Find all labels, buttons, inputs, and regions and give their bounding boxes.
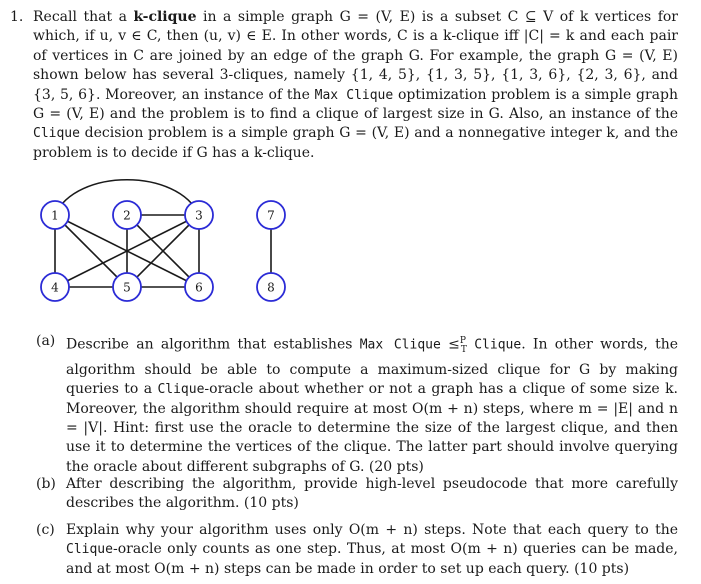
part-a-sub: T <box>460 345 467 356</box>
graph-node-label: 1 <box>51 208 59 223</box>
part-c <box>36 521 678 579</box>
graph-node-label: 7 <box>267 208 275 223</box>
part-a-text <box>66 332 678 477</box>
part-c-segment: Explain why your algorithm uses only O(m + n) steps. Note that each query to the <box>66 522 678 538</box>
graph-node-label: 4 <box>51 280 59 295</box>
intro-text: in a simple graph G = (V, E) is a subset C ⊆ V of k vertices for which, if u, v ∈ C, then (u, v) ∈ E. In other words, C is a k-clique iff |C| = k and each pair of vertices in C are joined by an edge of the graph G. For example, the graph G = (V, E) shown below has several 3-cliques, namely {1, 4, 5}, {1, 3, 5}, {1, 3, 6}, {2, 3, 6}, and {3, 5, 6}. Moreover, an instance of the <box>33 9 679 103</box>
part-c-clique: Clique <box>66 542 113 558</box>
part-a-segment: . In other words, the algorithm should be able to compute a maximum-sized clique for G by making queries to a <box>66 336 679 398</box>
intro-text: Recall that a <box>33 9 134 25</box>
graph-node-label: 2 <box>123 208 131 223</box>
intro-term-k-clique: k-clique <box>133 9 197 25</box>
graph-node-label: 6 <box>195 280 203 295</box>
part-a-sup: P <box>459 336 466 346</box>
part-c-text <box>66 521 678 579</box>
graph-svg <box>36 174 296 308</box>
part-a-segment: -oracle about whether or not a graph has a clique of some size k. Moreover, the algorithm should require at most O(m + n) steps, where m = |E| and n = |V|. Hint: first use the oracle to determine the size of the largest clique, and then use it to determine the vertices of the clique. The latter part should involve querying the oracle about different subgraphs of G. (20 pts) <box>66 381 678 475</box>
intro-max-clique: Max Clique <box>314 87 394 103</box>
part-b <box>36 475 678 514</box>
part-a-max-clique: Max Clique <box>359 337 441 353</box>
part-a-clique: Clique <box>474 337 522 353</box>
part-a <box>36 332 678 477</box>
part-a-leq: ≤ <box>440 336 460 353</box>
part-a-segment: Describe an algorithm that establishes <box>66 336 360 353</box>
problem-number: 1. <box>10 9 24 25</box>
part-b-text: After describing the algorithm, provide high-level pseudocode that more carefully describes the algorithm. (10 pts) <box>66 476 678 512</box>
graph-node-label: 5 <box>123 280 131 295</box>
part-a-label: (a) <box>36 333 56 349</box>
graph-node-label: 3 <box>195 208 203 223</box>
graph-edges <box>55 180 271 287</box>
intro-clique: Clique <box>33 126 80 142</box>
intro-text: decision problem is a simple graph G = (V, E) and a nonnegative integer k, and the problem is to decide if G has a k-clique. <box>33 125 678 161</box>
problem-intro <box>33 8 678 163</box>
part-c-label: (c) <box>36 522 55 538</box>
part-b-label: (b) <box>36 476 56 492</box>
part-a-clique-oracle: Clique <box>157 382 205 398</box>
part-c-segment: -oracle only counts as one step. Thus, at most O(m + n) queries can be made, and at most O(m + n) steps can be made in order to set up each query. (10 pts) <box>66 541 678 577</box>
intro-text: optimization problem is a simple graph G = (V, E) and the problem is to find a clique of largest size in G. Also, an instance of the <box>33 86 679 123</box>
example-graph <box>36 174 296 308</box>
graph-edge-1-5 <box>55 215 127 287</box>
graph-node-label: 8 <box>267 280 275 295</box>
